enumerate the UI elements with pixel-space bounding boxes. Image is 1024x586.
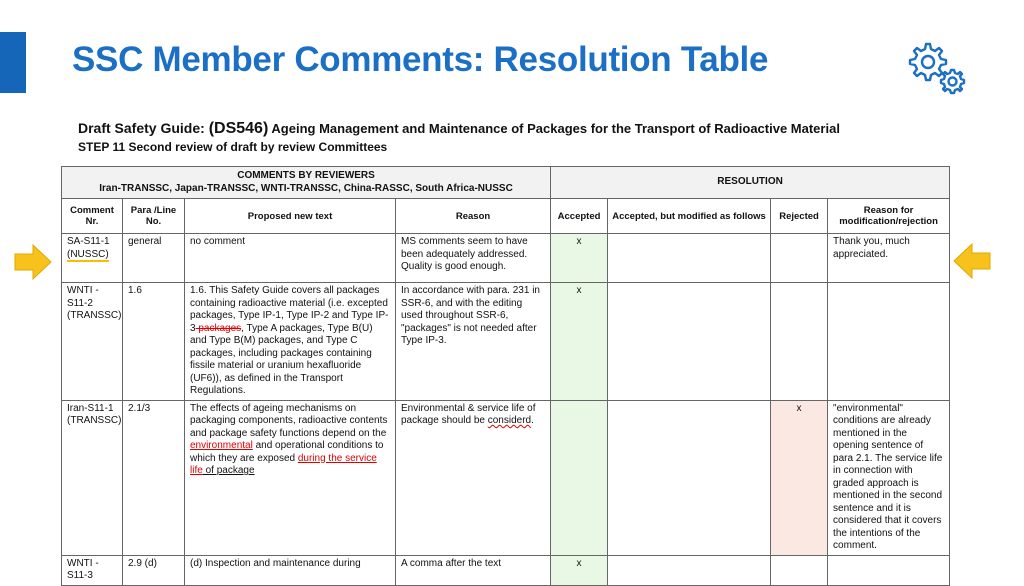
proposed-inserted-text: during the service life	[190, 452, 377, 476]
reviewers-header	[62, 167, 551, 199]
reason-text: In accordance with para. 231 in SSR-6, and with the editing used throughout SSR-6, "packages" is not needed after Type IP-3.	[396, 283, 551, 401]
proposed-text-part: and operational conditions to which they are exposed	[190, 440, 384, 464]
col-header-reason-mod: Reason for modification/rejection	[828, 199, 950, 234]
arrow-left-icon	[952, 241, 992, 281]
accepted-mark: x	[551, 234, 608, 283]
proposed-text: no comment	[185, 234, 396, 283]
reviewers-header-list: Iran-TRANSSC, Japan-TRANSSC, WNTI-TRANSSC, China-RASSC, South Africa-NUSSC	[99, 182, 513, 194]
reason-text-part: Environmental & service life of package should be	[401, 402, 536, 426]
proposed-text-part: 1.6. This Safety Guide covers all packages containing radioactive material (i.e. excepted packages, Type IP-1, Type IP-2 and Type IP-3	[190, 285, 389, 334]
table-row	[62, 400, 950, 555]
document-title	[78, 120, 840, 138]
document-title-prefix: Draft Safety Guide:	[78, 120, 209, 136]
para-ref: 2.1/3	[123, 400, 185, 555]
reviewers-header-title: COMMENTS BY REVIEWERS	[237, 170, 375, 181]
col-header-accepted: Accepted	[551, 199, 608, 234]
resolution-table	[61, 166, 950, 586]
col-header-proposed: Proposed new text	[185, 199, 396, 234]
para-ref: 2.9 (d)	[123, 555, 185, 585]
col-header-modified: Accepted, but modified as follows	[608, 199, 771, 234]
table-row	[62, 234, 950, 283]
document-title-rest: Ageing Management and Maintenance of Packages for the Transport of Radioactive Material	[268, 121, 840, 136]
proposed-text-part: The effects of ageing mechanisms on packaging components, radioactive contents and package safety functions depend on the	[190, 402, 388, 439]
modified-text	[608, 555, 771, 585]
col-header-rejected: Rejected	[771, 199, 828, 234]
reason-text	[396, 400, 551, 555]
proposed-text	[185, 400, 396, 555]
table-group-header-row	[62, 167, 950, 199]
accepted-mark: x	[551, 555, 608, 585]
para-ref: 1.6	[123, 283, 185, 401]
modified-text	[608, 283, 771, 401]
modified-text	[608, 234, 771, 283]
col-header-para: Para /Line No.	[123, 199, 185, 234]
table-row	[62, 555, 950, 585]
proposed-text-part: of package	[202, 465, 255, 476]
reason-text: A comma after the text	[396, 555, 551, 585]
resolution-reason: Thank you, much appreciated.	[828, 234, 950, 283]
comment-id-committee: (NUSSC)	[67, 248, 109, 260]
proposed-text-part: , Type A packages, Type B(U) and Type B(M) packages, and Type C packages, including packages containing fissile material or uranium hexafluoride (UF6)), as defined in the Transport Regulations.	[190, 322, 373, 396]
title-accent-bar	[0, 32, 26, 93]
resolution-reason	[828, 283, 950, 401]
comment-id: Iran-S11-1 (TRANSSC)	[62, 400, 123, 555]
comment-id	[62, 234, 123, 283]
modified-text	[608, 400, 771, 555]
table-column-header-row	[62, 199, 950, 234]
gears-icon	[900, 38, 972, 98]
rejected-mark	[771, 283, 828, 401]
document-code: (DS546)	[208, 120, 269, 137]
proposed-text	[185, 283, 396, 401]
document-subtitle: STEP 11 Second review of draft by review Committees	[78, 140, 388, 154]
comment-id: WNTI -S11-3	[62, 555, 123, 585]
table-row	[62, 283, 950, 401]
comment-id-code: SA-S11-1	[67, 236, 110, 247]
col-header-reason: Reason	[396, 199, 551, 234]
accepted-mark: x	[551, 283, 608, 401]
comment-id: WNTI -S11-2 (TRANSSC)	[62, 283, 123, 401]
arrow-right-icon	[13, 242, 53, 282]
rejected-mark	[771, 555, 828, 585]
resolution-reason	[828, 555, 950, 585]
proposed-deleted-text: packages	[195, 322, 242, 334]
proposed-inserted-text: environmental	[190, 440, 253, 451]
resolution-reason: "environmental" conditions are already mentioned in the opening sentence of para 2.1. The service life in connection with graded approach is mentioned in the second sentence and it is considered that it covers the intentions of the comment.	[828, 400, 950, 555]
resolution-header: RESOLUTION	[551, 167, 950, 199]
rejected-mark	[771, 234, 828, 283]
para-ref: general	[123, 234, 185, 283]
proposed-text: (d) Inspection and maintenance during	[185, 555, 396, 585]
accepted-mark	[551, 400, 608, 555]
reason-misspelled-word: considerd	[487, 415, 532, 426]
rejected-mark: x	[771, 400, 828, 555]
slide-title: SSC Member Comments: Resolution Table	[72, 40, 769, 79]
reason-text-part: .	[531, 415, 534, 426]
reason-text: MS comments seem to have been adequately addressed. Quality is good enough.	[396, 234, 551, 283]
col-header-comment-nr: Comment Nr.	[62, 199, 123, 234]
